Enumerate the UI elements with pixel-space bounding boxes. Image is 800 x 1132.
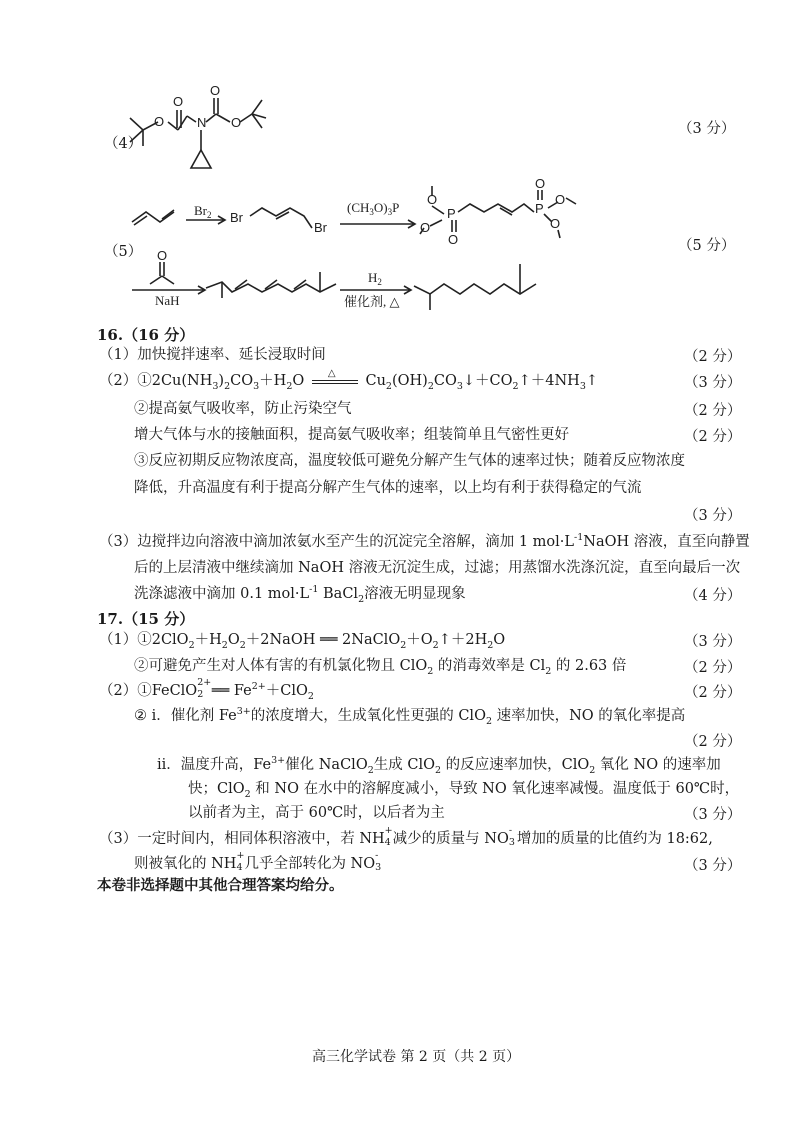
butadiene-structure (132, 210, 174, 225)
section-5-score: （5 分） (678, 238, 736, 254)
reagent-catalyst: 催化剂, △ (344, 294, 400, 309)
q16-title: 16.（16 分） (97, 326, 195, 344)
q17-line-3: （2）①FeClO 2+ 2 ══ $Fe^{2+}+ClO_2$ (99, 677, 314, 702)
atom-n: N (197, 115, 207, 130)
atom-o: O (210, 83, 221, 98)
q17-line-6: 快；ClO$_2$ 和 NO 在水中的溶解度减小，导致 NO 氧化速率减慢。温度低于 60℃时， (188, 781, 740, 800)
atom-o: O (555, 192, 566, 207)
atom-br: Br (230, 210, 243, 225)
q17-line-8: （3）一定时间内，相同体积溶液中，若 NH + 4 减少的质量与 NO - 3 增加的质量的比值约为 18:62, (99, 825, 713, 848)
q16-line-7: （3）边搅拌边向溶液中滴加浓氨水至产生的沉淀完全溶解，滴加 1 $mol\cdot L^{-1}NaOH$ 溶液，直至向静置 (99, 532, 750, 550)
atom-o: O (173, 94, 184, 109)
atom-br: Br (314, 220, 327, 235)
q17-line-1-score: （3 分） (684, 634, 742, 650)
q17-line-2-score: （2 分） (684, 660, 742, 676)
q16-line-3: ②提高氨气吸收率，防止污染空气 (134, 401, 352, 417)
section-4-score: （3 分） (678, 121, 736, 137)
reagent-nah: NaH (155, 293, 180, 308)
q17-line-7: 以前者为主，高于 60℃时，以后者为主 (188, 805, 445, 821)
atom-o: O (154, 114, 165, 129)
reagent-br2: $Br_2$ (194, 203, 212, 220)
boc-cyclopropylamine-structure (130, 98, 266, 168)
q17-line-1: $(1)①2ClO_2+H_2O_2+2NaOH$ ══ $2NaClO_2+O_2↑+2H_2O$ (99, 632, 506, 651)
dibromobutene-structure (250, 208, 312, 228)
q16-line-2-score: （3 分） (684, 375, 742, 391)
q16-line-4: 增大气体与水的接触面积，提高氨气吸收率；组装简单且气密性更好 (134, 427, 569, 443)
q16-line-2-equation: $(2)①2Cu(NH_3)_2CO_3+H_2O$ △ $Cu_2(OH)_2CO_3↓+CO_2↑+4NH_3↑$ (99, 368, 599, 392)
q17-title: 17.（15 分） (97, 610, 195, 628)
q16-line-6: 降低，升高温度有利于提高分解产生气体的速率，以上均有利于获得稳定的气流 (134, 480, 642, 496)
atom-o: O (157, 248, 168, 263)
section-4-label: （4） (104, 136, 143, 152)
grading-note: 本卷非选择题中其他合理答案均给分。 (97, 877, 344, 894)
atom-o: O (231, 115, 242, 130)
reagent-h2: $H_2$ (368, 270, 382, 287)
atom-o: O (420, 220, 431, 235)
q16-line-1-score: （2 分） (684, 349, 742, 365)
alkane-structure (414, 264, 536, 310)
atom-p: P (447, 206, 456, 221)
heat-condition-arrow: △ (312, 374, 358, 388)
q17-line-7-score: （3 分） (684, 807, 742, 823)
acetone-structure (150, 262, 174, 284)
q17-line-3-score: （2 分） (684, 685, 742, 701)
reagent-trimethylphosphite: $(CH_3O)_3P$ (347, 200, 400, 217)
q16-line-3-score: （2 分） (684, 403, 742, 419)
q17-line-4-score: （2 分） (684, 734, 742, 750)
q17-line-2: ②可避免产生对人体有害的有机氯化物且 ClO$_2$ 的消毒效率是 $Cl_2$ 的 2.63 倍 (134, 658, 627, 677)
atom-o: O (550, 216, 561, 231)
page-footer: 高三化学试卷 第 2 页（共 2 页） (312, 1049, 521, 1065)
q16-line-4-score: （2 分） (684, 429, 742, 445)
q17-line-9-score: （3 分） (684, 858, 742, 874)
q16-line-8: 后的上层清液中继续滴加 NaOH 溶液无沉淀生成，过滤；用蒸馏水洗涤沉淀，直至向最后一次 (134, 560, 741, 576)
triene-structure (206, 272, 336, 298)
atom-o: O (427, 192, 438, 207)
q16-line-9-score: （4 分） (684, 588, 742, 604)
q17-line-5: ii．温度升高，$Fe^{3+}$催化 NaClO$_2$生成 ClO$_2$ 的反应速率加快，ClO$_2$ 氧化 NO 的速率加 (157, 755, 721, 776)
q16-line-9: 洗涤滤液中滴加 0.1 $mol\cdot L^{-1}$ BaCl$_2$溶液无明显现象 (134, 584, 466, 605)
atom-o: O (535, 176, 546, 191)
q17-line-9: 则被氧化的 NH + 4 几乎全部转化为 NO - 3 (134, 850, 382, 873)
q16-line-6-score: （3 分） (684, 508, 742, 524)
q16-line-1: （1）加快搅拌速率、延长浸取时间 (99, 347, 326, 363)
reaction-arrow (340, 286, 411, 294)
atom-o: O (448, 232, 459, 247)
structure-drawings (0, 0, 800, 330)
reaction-arrow (340, 220, 415, 228)
atom-p: P (535, 201, 544, 216)
section-5-label: （5） (104, 244, 143, 260)
q16-line-5: ③反应初期反应物浓度高，温度较低可避免分解产生气体的速率过快；随着反应物浓度 (134, 453, 685, 469)
q17-line-4: ② i．催化剂 $Fe^{3+}$的浓度增大，生成氧化性更强的 ClO$_2$ 速率加快，NO 的氧化率提高 (134, 706, 686, 727)
